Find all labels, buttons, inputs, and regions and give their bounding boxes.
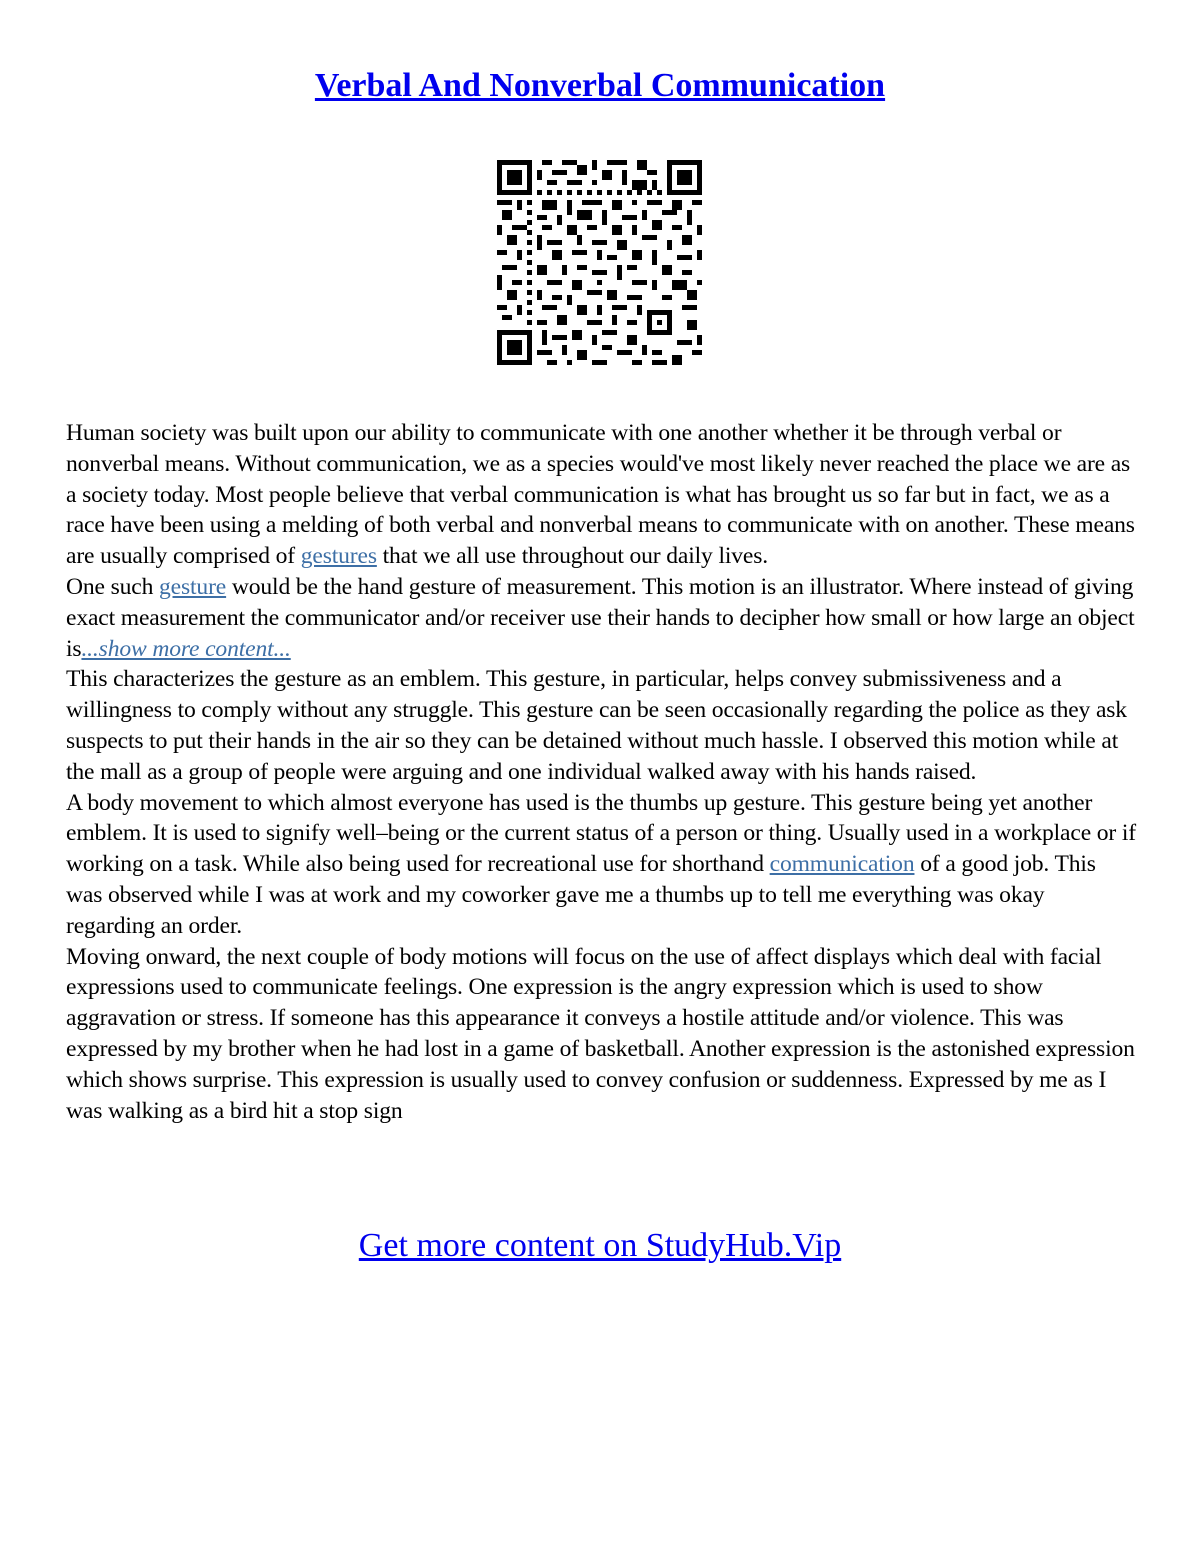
paragraph: Moving onward, the next couple of body motions will focus on the use of affect displays which deal with facial expressions used to communicate feelings. One expression is the angry expression which is used to show aggravation or stress. If someone has this appearance it conveys a hostile attitude and/or violence. This was expressed by my brother when he had lost in a game of basketball. Another expression is the astonished expression which shows surprise. This expression is usually used to convey confusion or suddenness. Expressed by me as I was walking as a bird hit a stop sign (66, 943, 1135, 1124)
qr-code-icon (497, 160, 702, 365)
show-more-link[interactable]: ...show more content... (81, 635, 291, 662)
paragraph (66, 418, 1136, 572)
paragraph-text: One such (66, 573, 160, 600)
gestures-link[interactable]: gestures (300, 543, 377, 570)
page-title (0, 64, 1200, 108)
communication-link[interactable]: communication (769, 851, 915, 878)
paragraph (66, 572, 1136, 664)
footer-link[interactable]: Get more content on StudyHub.Vip (358, 1227, 842, 1264)
paragraph-text: would be the hand gesture of measurement. This motion is an illustrator. Where instead of giving exact measurement the communicator and/or receiver use their hands to decipher how small or how large an object is (66, 573, 1135, 662)
title-link[interactable]: Verbal And Nonverbal Communication (314, 67, 886, 104)
gesture-link[interactable]: gesture (159, 573, 227, 600)
paragraph-text: of a good job. This was observed while I was at work and my coworker gave me a thumbs up to tell me everything was okay regarding an order. (66, 851, 1096, 939)
paragraph (66, 788, 1136, 942)
paragraph-text: Human society was built upon our ability to communicate with one another whether it be through verbal or nonverbal means. Without communication, we as a species would've most likely never reached the place we are as a society today. Most people believe that verbal communication is what has brought us so far but in fact, we as a race have been using a melding of both verbal and nonverbal means to communicate with on another. These means are usually comprised of (66, 420, 1135, 570)
footer (0, 1226, 1200, 1266)
essay-body (66, 418, 1136, 1126)
paragraph-text: that we all use throughout our daily lives. (376, 543, 769, 570)
paragraph-text: A body movement to which almost everyone has used is the thumbs up gesture. This gesture being yet another emblem. It is used to signify well–being or the current status of a person or thing. Usually used in a workplace or if working on a task. While also being used for recreational use for shorthand (66, 789, 1136, 878)
paragraph: This characterizes the gesture as an emblem. This gesture, in particular, helps convey submissiveness and a willingness to comply without any struggle. This gesture can be seen occasionally regarding the police as they ask suspects to put their hands in the air so they can be detained without much hassle. I observed this motion while at the mall as a group of people were arguing and one individual walked away with his hands raised. (66, 666, 1127, 785)
